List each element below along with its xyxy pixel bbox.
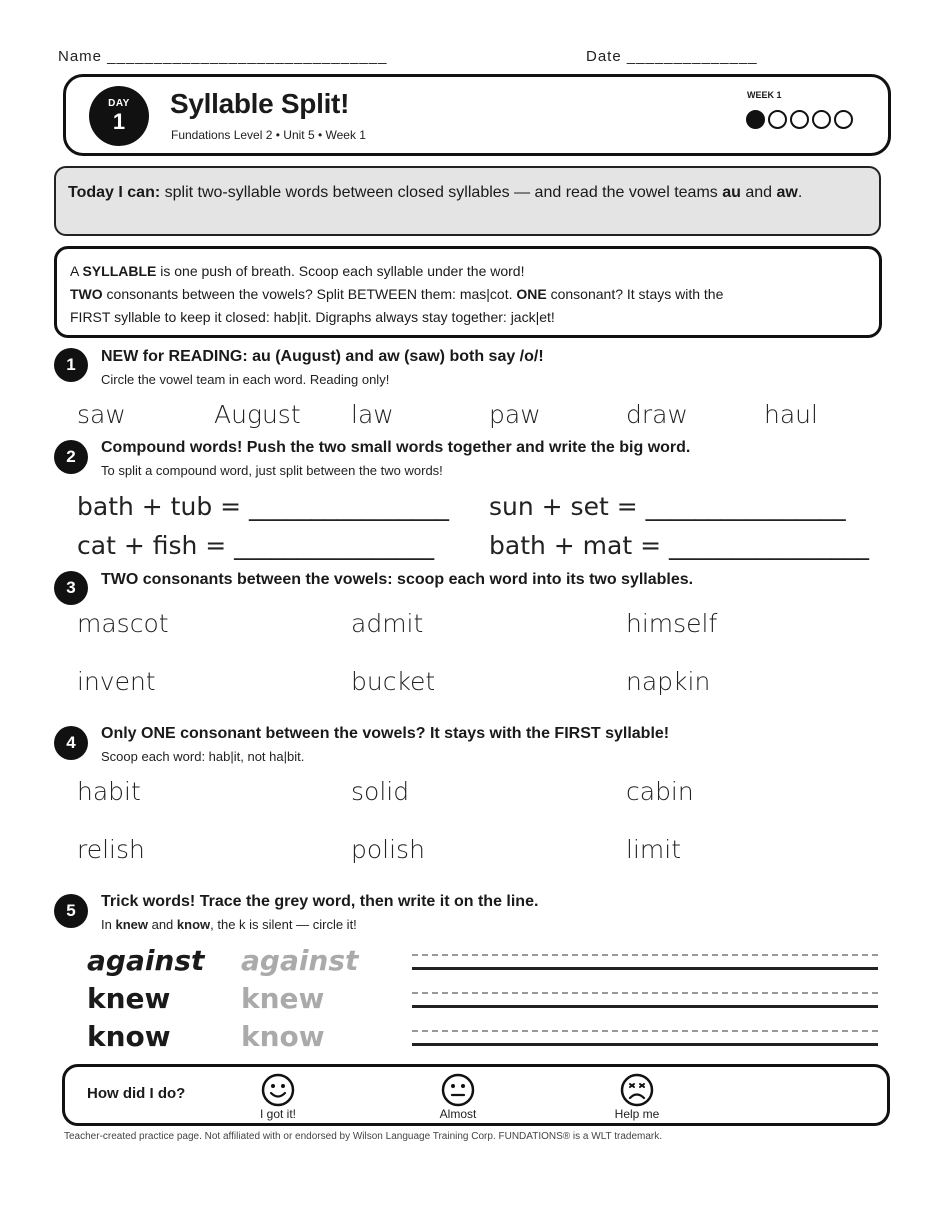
name-field[interactable]: Name ______________________________ xyxy=(58,48,388,65)
writing-guide-dashed xyxy=(412,992,878,994)
date-field[interactable]: Date ______________ xyxy=(586,48,758,65)
compound-word-item[interactable]: cat + fish = ________________ xyxy=(77,531,435,560)
trace-word[interactable]: against xyxy=(241,944,359,977)
week-progress xyxy=(746,110,853,129)
compound-word-item[interactable]: bath + tub = ________________ xyxy=(77,492,450,521)
neutral-caption: Almost xyxy=(439,1107,477,1121)
goal-text: . xyxy=(797,184,803,201)
question-instruction: Circle the vowel team in each word. Reading only! xyxy=(101,372,390,387)
instruction-keyword: knew xyxy=(115,917,148,932)
reading-word[interactable]: law xyxy=(351,400,394,429)
rule-keyword: SYLLABLE xyxy=(82,263,157,279)
self-check-label: How did I do? xyxy=(87,1085,186,1102)
question-instruction: To split a compound word, just split between the two words! xyxy=(101,463,443,478)
page-subtitle: Fundations Level 2 • Unit 5 • Week 1 xyxy=(171,128,366,142)
vowel-team-au: au xyxy=(722,184,741,201)
question-title: Only ONE consonant between the vowels? It stays with the FIRST syllable! xyxy=(101,725,670,742)
rule-text: consonants between the vowels? Split BETWEEN them: mas|cot. xyxy=(102,286,517,302)
syllable-word[interactable]: limit xyxy=(626,835,681,864)
rule-box xyxy=(54,246,882,338)
syllable-word[interactable]: habit xyxy=(77,777,141,806)
question-number: 4 xyxy=(54,726,88,760)
syllable-word[interactable]: relish xyxy=(77,835,145,864)
day-word: DAY xyxy=(108,98,130,109)
rule-line-3: FIRST syllable to keep it closed: hab|it. Digraphs always stay together: jack|et! xyxy=(70,309,555,325)
trick-word: against xyxy=(87,944,205,977)
progress-dot-empty xyxy=(834,110,853,129)
syllable-word[interactable]: invent xyxy=(77,667,156,696)
writing-line[interactable] xyxy=(412,967,878,970)
writing-guide-dashed xyxy=(412,954,878,956)
syllable-word[interactable]: himself xyxy=(626,609,718,638)
question-title: Compound words! Push the two small words together and write the big word. xyxy=(101,439,691,456)
instruction-text: In xyxy=(101,917,116,932)
syllable-word[interactable]: solid xyxy=(351,777,410,806)
reading-word[interactable]: draw xyxy=(626,400,688,429)
rule-keyword: ONE xyxy=(516,286,547,302)
trace-word[interactable]: know xyxy=(241,1020,325,1053)
vowel-team-aw: aw xyxy=(776,184,798,201)
compound-word-item[interactable]: sun + set = ________________ xyxy=(489,492,846,521)
progress-dot-empty xyxy=(768,110,787,129)
disclaimer: Teacher-created practice page. Not affiliated with or endorsed by Wilson Language Training Corp. FUNDATIONS® is a WLT trademark. xyxy=(64,1131,663,1142)
page-title: Syllable Split! xyxy=(170,88,350,119)
question-number: 2 xyxy=(54,440,88,474)
rule-text: consonant? It stays with the xyxy=(546,286,724,302)
syllable-word[interactable]: cabin xyxy=(626,777,694,806)
progress-dot-filled xyxy=(746,110,765,129)
question-number: 1 xyxy=(54,348,88,382)
progress-dot-empty xyxy=(790,110,809,129)
progress-dot-empty xyxy=(812,110,831,129)
instruction-text: , the k is silent — circle it! xyxy=(210,917,357,932)
question-instruction xyxy=(101,917,357,932)
compound-word-item[interactable]: bath + mat = ________________ xyxy=(489,531,869,560)
rule-text: is one push of breath. Scoop each syllable under the word! xyxy=(156,263,525,279)
reading-word[interactable]: haul xyxy=(764,400,818,429)
writing-guide-dashed xyxy=(412,1030,878,1032)
smile-caption: I got it! xyxy=(259,1107,297,1121)
goal-text: split two-syllable words between closed syllables — and read the vowel teams xyxy=(160,184,723,201)
rule-line-2 xyxy=(70,283,866,306)
reading-word[interactable]: saw xyxy=(77,400,126,429)
instruction-keyword: know xyxy=(176,917,211,932)
goal-lead: Today I can: xyxy=(68,184,161,201)
rule-line-1 xyxy=(70,260,866,283)
day-number: 1 xyxy=(112,109,126,134)
rule-text: A xyxy=(70,263,83,279)
reading-word[interactable]: August xyxy=(214,400,301,429)
question-number: 5 xyxy=(54,894,88,928)
trick-word: knew xyxy=(87,982,171,1015)
day-badge xyxy=(89,86,149,146)
learning-goal-box xyxy=(54,166,881,236)
syllable-word[interactable]: polish xyxy=(351,835,425,864)
goal-text: and xyxy=(740,184,777,201)
week-label: WEEK 1 xyxy=(747,90,782,100)
instruction-text: and xyxy=(147,917,177,932)
trace-word[interactable]: knew xyxy=(241,982,325,1015)
syllable-word[interactable]: napkin xyxy=(626,667,711,696)
reading-word[interactable]: paw xyxy=(489,400,541,429)
question-number: 3 xyxy=(54,571,88,605)
question-title: NEW for READING: au (August) and aw (saw) both say /o/! xyxy=(101,348,544,365)
syllable-word[interactable]: admit xyxy=(351,609,424,638)
syllable-word[interactable]: mascot xyxy=(77,609,169,638)
question-instruction: Scoop each word: hab|it, not ha|bit. xyxy=(101,749,305,764)
frown-caption: Help me xyxy=(614,1107,660,1121)
question-title: TWO consonants between the vowels: scoop each word into its two syllables. xyxy=(101,571,694,588)
trick-word: know xyxy=(87,1020,171,1053)
writing-line[interactable] xyxy=(412,1043,878,1046)
question-title: Trick words! Trace the grey word, then write it on the line. xyxy=(101,893,539,910)
syllable-word[interactable]: bucket xyxy=(351,667,436,696)
rule-keyword: TWO xyxy=(70,286,103,302)
writing-line[interactable] xyxy=(412,1005,878,1008)
